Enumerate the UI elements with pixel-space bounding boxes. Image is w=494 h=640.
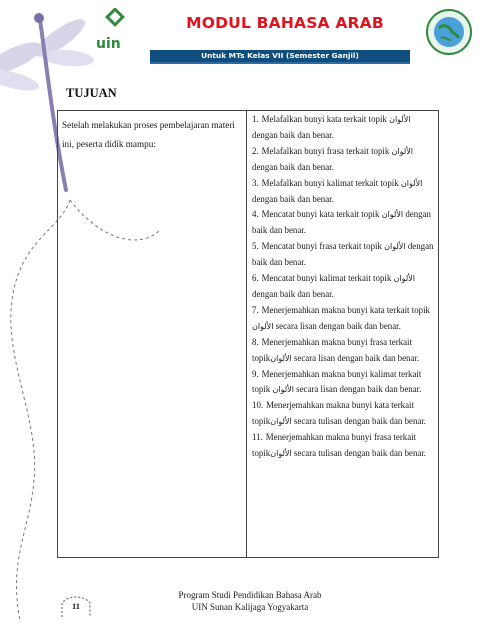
- dragonfly-wing: [0, 36, 45, 79]
- footer-line-1: Program Studi Pendidikan Bahasa Arab: [178, 590, 322, 600]
- objective-item: 2. Melafalkan bunyi frasa terkait topik الألوان dengan baik dan benar.: [252, 145, 413, 172]
- module-subtitle: Untuk MTs Kelas VII (Semester Ganjil): [150, 50, 410, 62]
- page-number-badge: [60, 593, 92, 619]
- header-rule: [150, 62, 410, 64]
- objective-item: 1. Melafalkan bunyi kata terkait topik الألوان dengan baik dan benar.: [252, 114, 411, 140]
- page-number: 11: [71, 601, 81, 611]
- objective-item: 9. Menerjemahkan makna bunyi kalimat terkait topik الألوان secara lisan dengan baik dan benar.: [252, 368, 422, 395]
- dragonfly-wing: [30, 13, 89, 62]
- objectives-list: [252, 112, 434, 462]
- objective-item: 8. Menerjemahkan makna bunyi frasa terkait topikالألوان secara lisan dengan baik dan benar.: [252, 336, 420, 363]
- section-heading: TUJUAN: [66, 86, 117, 100]
- objective-item: 10. Menerjemahkan makna bunyi kata terkait topikالألوان secara tulisan dengan baik dan benar.: [252, 400, 427, 427]
- objective-item: 11. Menerjemahkan makna bunyi frasa terkait topikالألوان secara tulisan dengan baik dan benar.: [252, 432, 427, 459]
- uin-logo-text: uin: [96, 36, 121, 52]
- objective-item: 4. Mencatat bunyi kata terkait topik الألوان dengan baik dan benar.: [252, 209, 431, 236]
- dragonfly-head: [34, 13, 44, 23]
- faculty-globe-logo: [425, 8, 473, 56]
- dragonfly-wing: [41, 48, 94, 68]
- uin-logo: [88, 8, 142, 52]
- table-left-cell: Setelah melakukan proses pembelajaran materi ini, peserta didik mampu:: [62, 120, 235, 149]
- objective-item: 5. Mencatat bunyi frasa terkait topik الألوان dengan baik dan benar.: [252, 241, 434, 268]
- objective-item: 7. Menerjemahkan makna bunyi kata terkait topik الألوان secara lisan dengan baik dan benar.: [252, 304, 430, 331]
- dragonfly-wing: [0, 65, 41, 95]
- objective-item: 6. Mencatat bunyi kalimat terkait topik الألوان dengan baik dan benar.: [252, 273, 415, 299]
- page-footer: [150, 590, 350, 613]
- objective-item: 3. Melafalkan bunyi kalimat terkait topik الألوان dengan baik dan benar.: [252, 177, 423, 204]
- table-column-divider: [246, 110, 247, 558]
- module-title: MODUL BAHASA ARAB: [186, 14, 384, 32]
- footer-line-2: UIN Sunan Kalijaga Yogyakarta: [191, 601, 309, 612]
